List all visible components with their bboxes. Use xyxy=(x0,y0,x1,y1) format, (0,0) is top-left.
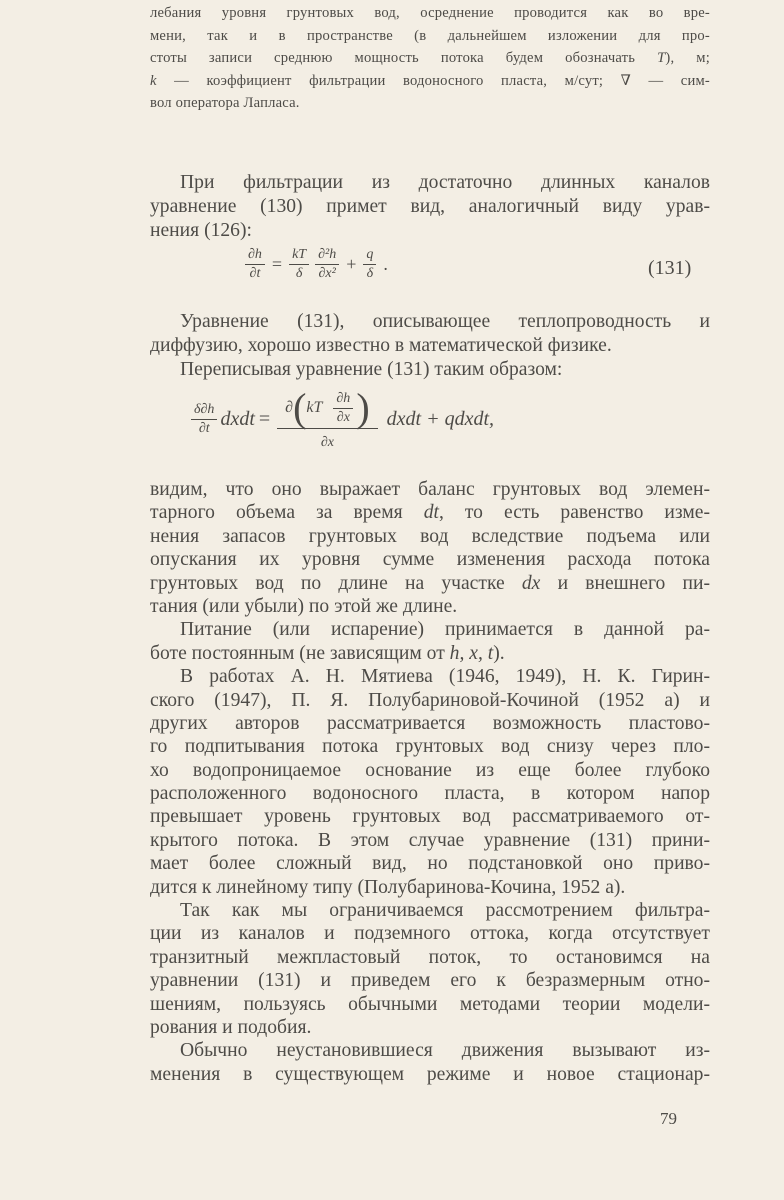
paragraph-balance-interpretation xyxy=(150,478,710,1086)
fraction xyxy=(245,247,265,282)
numerator: δ∂h xyxy=(191,402,217,420)
kT-term: kT xyxy=(306,399,323,416)
numerator: q xyxy=(363,247,376,265)
text-line: ции из каналов и подземного оттока, когда отсутствует xyxy=(150,923,710,945)
fraction xyxy=(277,385,377,451)
equation-number: (131) xyxy=(648,257,692,279)
text-line: Обычно неустановившиеся движения вызывают из- xyxy=(180,1040,710,1062)
partial-symbol: ∂ xyxy=(285,399,294,416)
text-segment: стоты записи среднюю мощность потока будем обозначать xyxy=(150,50,658,67)
fraction xyxy=(315,247,339,282)
fraction xyxy=(191,402,217,437)
text-line: превышает уровень грунтовых вод рассматриваемого от- xyxy=(150,806,710,828)
text-line: расположенного водоносного пласта, в котором напор xyxy=(150,783,710,805)
period: . xyxy=(383,254,388,274)
text-segment: , то есть равенство изме- xyxy=(438,502,710,524)
denominator: ∂x xyxy=(336,409,350,425)
equals-sign: = xyxy=(258,408,271,430)
text-line: вол оператора Лапласа. xyxy=(150,95,300,112)
plus-sign: + xyxy=(346,254,357,274)
text-line: Питание (или испарение) принимается в данной ра- xyxy=(180,619,710,641)
fraction xyxy=(363,247,376,282)
paragraph-filtration-channels xyxy=(150,171,710,243)
text-line xyxy=(150,572,710,595)
text-line: мени, так и в пространстве (в дальнейшем изложении для про- xyxy=(150,27,710,44)
text-segment: грунтовых вод по длине на участке xyxy=(150,572,522,594)
left-paren: ( xyxy=(293,385,307,430)
text-segment: и внешнего пи- xyxy=(540,572,710,594)
text-line: дится к линейному типу (Полубаринова-Кочина, 1952 а). xyxy=(150,876,626,898)
math-symbol: dx xyxy=(521,572,541,594)
text-segment: — коэффициент фильтрации водоносного пласта, м/сут; ∇ — сим- xyxy=(156,72,710,89)
text-line: диффузию, хорошо известно в математической физике. xyxy=(150,335,612,356)
numerator: kT xyxy=(289,247,309,265)
text-segment: боте постоянным (не зависящим от xyxy=(150,642,450,664)
equation-131 xyxy=(242,247,392,282)
text-line: Так как мы ограничиваемся рассмотрением фильтра- xyxy=(180,900,710,922)
fraction xyxy=(289,247,309,282)
text-segment: тарного объема за время xyxy=(150,502,424,524)
text-line: крытого потока. В этом случае уравнение (131) прини- xyxy=(150,829,710,851)
text-segment: ), м; xyxy=(665,50,710,67)
math-symbol: h, x, t xyxy=(449,642,494,664)
denominator: ∂t xyxy=(198,421,210,436)
denominator: ∂x xyxy=(320,435,334,450)
fraction xyxy=(333,391,353,426)
text-line: тания (или убыли) по этой же длине. xyxy=(150,595,458,617)
text-line: видим, что оно выражает баланс грунтовых вод элемен- xyxy=(150,479,710,500)
differential-term: dxdt xyxy=(220,408,255,430)
text-segment: ). xyxy=(493,642,505,664)
top-paragraph xyxy=(150,2,710,115)
text-line: уравнение (130) примет вид, аналогичный виду урав- xyxy=(150,196,710,217)
text-line xyxy=(150,70,710,93)
text-line: шениям, пользуясь обычными методами теории модели- xyxy=(150,993,710,1015)
numerator xyxy=(277,385,377,430)
denominator: δ xyxy=(295,266,303,281)
text-line: рования и подобия. xyxy=(150,1016,312,1038)
numerator: ∂h xyxy=(333,391,353,409)
text-line: ского (1947), П. Я. Полубариновой-Кочиной (1952 а) и xyxy=(150,689,710,711)
page-number: 79 xyxy=(660,1109,677,1128)
denominator: ∂t xyxy=(249,266,261,281)
text-line: нения (126): xyxy=(150,220,252,241)
text-line xyxy=(150,47,710,70)
text-line: опускания их уровня сумме изменения расхода потока xyxy=(150,549,710,571)
math-symbol: dt xyxy=(423,502,439,524)
text-line: мает более сложный вид, но подстановкой оно приво- xyxy=(150,853,710,875)
text-line: хо водопроницаемое основание из еще более глубоко xyxy=(150,759,710,781)
paragraph-heat-conduction xyxy=(150,310,710,382)
text-line: менения в существующем режиме и новое стационар- xyxy=(150,1063,710,1085)
text-line: уравнении (131) и приведем его к безразмерным отно- xyxy=(150,970,710,992)
numerator: ∂h xyxy=(245,247,265,265)
text-line: нения запасов грунтовых вод вследствие подъема или xyxy=(150,525,710,547)
differential-term: dxdt + qdxdt, xyxy=(386,408,495,430)
text-line: Уравнение (131), описывающее теплопроводность и xyxy=(180,311,710,332)
equation-balance xyxy=(188,385,495,451)
text-line xyxy=(150,501,710,524)
numerator: ∂²h xyxy=(315,247,339,265)
math-symbol: k xyxy=(150,72,157,89)
text-line: В работах А. Н. Мятиева (1946, 1949), Н. К. Гирин- xyxy=(180,666,710,688)
text-line: Переписывая уравнение (131) таким образом: xyxy=(180,359,563,380)
text-line xyxy=(150,642,710,665)
text-line: При фильтрации из достаточно длинных каналов xyxy=(180,172,710,193)
text-line: го подпитывания потока грунтовых вод снизу через пло- xyxy=(150,736,710,758)
denominator: ∂x² xyxy=(318,266,336,281)
math-symbol: T xyxy=(657,50,666,67)
text-line: транзитный межпластовый поток, то остановимся на xyxy=(150,946,710,968)
text-line: других авторов рассматривается возможность пластово- xyxy=(150,712,710,734)
denominator: δ xyxy=(366,266,374,281)
equals-sign: = xyxy=(271,254,283,274)
text-line: лебания уровня грунтовых вод, осреднение проводится как во вре- xyxy=(150,5,710,21)
right-paren: ) xyxy=(356,385,370,430)
